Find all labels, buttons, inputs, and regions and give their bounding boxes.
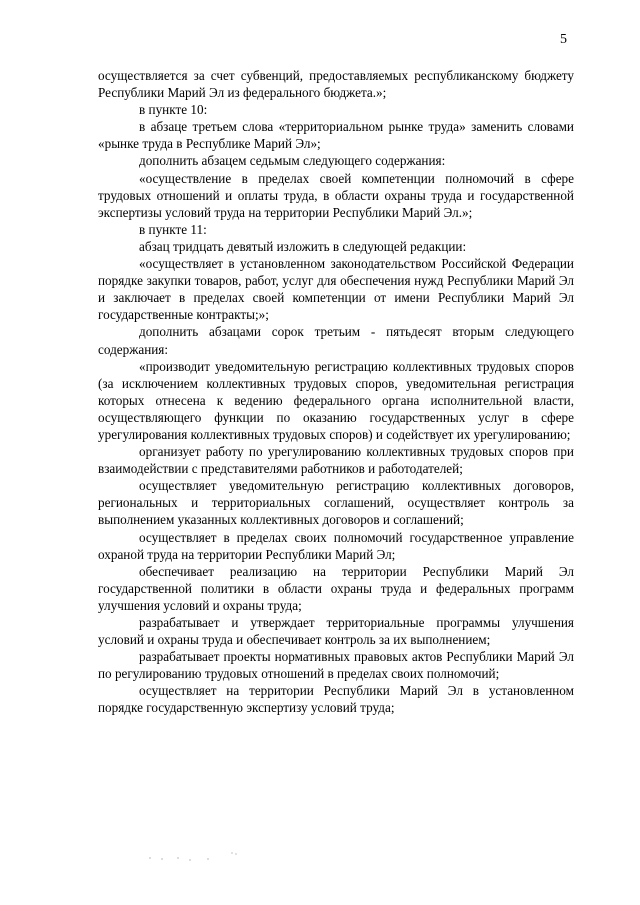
paragraph-4: дополнить абзацем седьмым следующего содержания: [139, 153, 446, 169]
paragraph-3: в абзаце третьем слова «территориальном рынке труда» заменить словами «рынке труда в Республике Марий Эл»; [98, 119, 574, 152]
paragraph-15: разрабатывает и утверждает территориальные программы улучшения условий и охраны труда и обеспечивает контроль за их выполнением; [98, 615, 574, 648]
paragraph-2: в пункте 10: [139, 102, 208, 118]
paragraph-13: осуществляет в пределах своих полномочий государственное управление охраной труда на территории Республики Марий Эл; [98, 529, 574, 562]
paragraph-8: «осуществляет в установленном законодательством Российской Федерации порядке закупки товаров, работ, услуг для обеспечения нужд Республики Марий Эл и заключает в пределах своей компетенции от имени Республики Марий Эл государственные контракты;»; [98, 256, 574, 323]
document-body [98, 67, 574, 717]
paragraph-5: «осуществление в пределах своей компетенции полномочий в сфере трудовых отношений и оплаты труда, в области охраны труда и государственной экспертизы условий труда на территории Республики Марий Эл.»; [98, 170, 574, 220]
paragraph-10: «производит уведомительную регистрацию коллективных трудовых споров (за исключением коллективных трудовых споров, уведомительная регистрация которых отнесена к ведению федерального органа исполнительной власти, осуществляющего функции по оказанию государственных услуг в сфере урегулирования коллективных трудовых споров) и содействует их урегулированию; [98, 358, 574, 442]
paragraph-1: осуществляется за счет субвенций, предоставляемых республиканскому бюджету Республики Марий Эл из федерального бюджета.»; [98, 68, 574, 101]
paragraph-11: организует работу по урегулированию коллективных трудовых споров при взаимодействии с представителями работников и работодателей; [98, 444, 574, 477]
paragraph-7: абзац тридцать девятый изложить в следующей редакции: [139, 238, 467, 254]
paragraph-17: осуществляет на территории Республики Марий Эл в установленном порядке государственную экспертизу условий труда; [98, 683, 574, 716]
paragraph-9: дополнить абзацами сорок третьим - пятьдесят вторым следующего содержания: [98, 324, 574, 357]
paragraph-16: разрабатывает проекты нормативных правовых актов Республики Марий Эл по регулированию трудовых отношений в пределах своих полномочий; [98, 649, 574, 682]
paragraph-6: в пункте 11: [139, 221, 207, 237]
paragraph-14: обеспечивает реализацию на территории Республики Марий Эл государственной политики в области охраны труда и федеральных программ улучшения условий и охраны труда; [98, 563, 574, 613]
page-number: 5 [560, 32, 567, 47]
paragraph-12: осуществляет уведомительную регистрацию коллективных договоров, региональных и территориальных соглашений, осуществляет контроль за выполнением указанных коллективных договоров и соглашений; [98, 478, 574, 528]
scan-specks [148, 848, 258, 868]
